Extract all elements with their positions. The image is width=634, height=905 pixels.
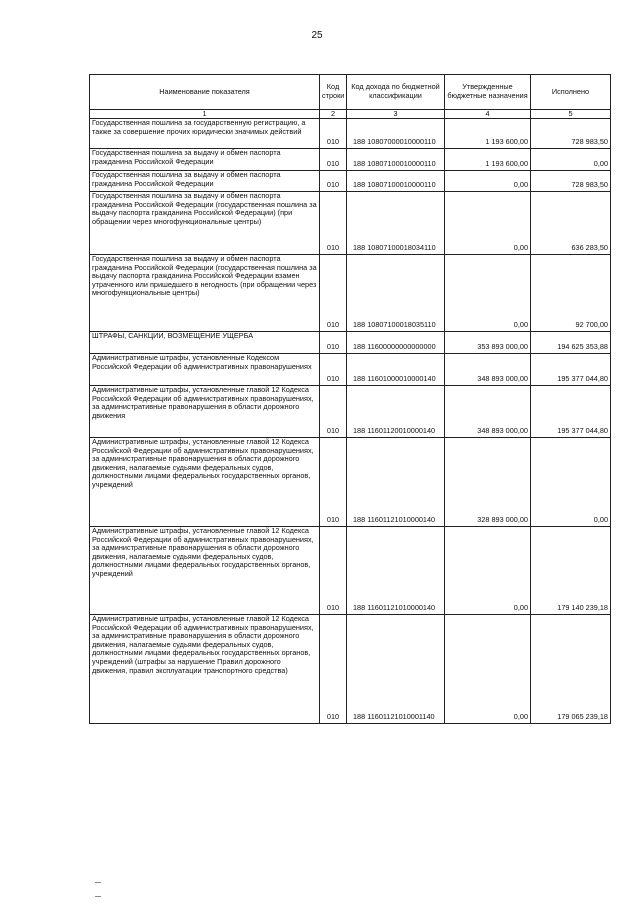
row-approved: 0,00 [445, 171, 531, 192]
row-line-code: 010 [320, 615, 347, 724]
row-executed: 728 983,50 [531, 119, 611, 149]
row-line-code: 010 [320, 192, 347, 255]
table-row [90, 149, 611, 171]
row-name: Государственная пошлина за выдачу и обмен паспорта гражданина Российской Федерации [90, 171, 320, 192]
row-income-code: 188 10807100010000110 [347, 149, 445, 171]
row-executed: 195 377 044,80 [531, 386, 611, 438]
table-row [90, 438, 611, 527]
row-income-code: 188 11601121010001140 [347, 615, 445, 724]
column-number: 5 [531, 110, 611, 119]
revenue-table [89, 74, 611, 724]
row-executed: 92 700,00 [531, 255, 611, 332]
row-income-code: 188 11601000010000140 [347, 354, 445, 386]
table-row [90, 171, 611, 192]
column-number: 4 [445, 110, 531, 119]
row-income-code: 188 10807000010000110 [347, 119, 445, 149]
row-line-code: 010 [320, 386, 347, 438]
row-line-code: 010 [320, 354, 347, 386]
row-name: Государственная пошлина за выдачу и обмен паспорта гражданина Российской Федерации (государственная пошлина за выдачу паспорта гражданина Российской Федерации) (при обращении через многофункциональные центры) [90, 192, 320, 255]
row-approved: 328 893 000,00 [445, 438, 531, 527]
row-line-code: 010 [320, 171, 347, 192]
table-row [90, 119, 611, 149]
row-name: Административные штрафы, установленные главой 12 Кодекса Российской Федерации об административных правонарушениях, за административные правонарушения в области дорожного движения [90, 386, 320, 438]
row-name: Государственная пошлина за выдачу и обмен паспорта гражданина Российской Федерации (государственная пошлина за выдачу паспорта гражданина Российской Федерации взамен утраченного или пришедшего в негодность (при обращении через многофункциональные центры) [90, 255, 320, 332]
table-header-row [90, 75, 611, 110]
row-approved: 0,00 [445, 192, 531, 255]
row-income-code: 188 10807100010000110 [347, 171, 445, 192]
table-row [90, 354, 611, 386]
row-name: Административные штрафы, установленные Кодексом Российской Федерации об административных правонарушениях [90, 354, 320, 386]
page-number: 25 [311, 30, 323, 41]
header-income-code: Код дохода по бюджетной классификации [347, 75, 445, 110]
row-name: Государственная пошлина за государственную регистрацию, а также за совершение прочих юридически значимых действий [90, 119, 320, 149]
row-name: Административные штрафы, установленные главой 12 Кодекса Российской Федерации об административных правонарушениях, за административные правонарушения в области дорожного движения, налагаемые судьями федеральных судов, должностными лицами федеральных государственных органов, учреждений [90, 438, 320, 527]
row-approved: 348 893 000,00 [445, 354, 531, 386]
column-number: 2 [320, 110, 347, 119]
row-executed: 0,00 [531, 438, 611, 527]
row-income-code: 188 11601121010000140 [347, 438, 445, 527]
header-name: Наименование показателя [90, 75, 320, 110]
row-executed: 636 283,50 [531, 192, 611, 255]
row-executed: 179 065 239,18 [531, 615, 611, 724]
row-line-code: 010 [320, 527, 347, 615]
row-income-code: 188 11601121010000140 [347, 527, 445, 615]
row-executed: 195 377 044,80 [531, 354, 611, 386]
row-name: ШТРАФЫ, САНКЦИИ, ВОЗМЕЩЕНИЕ УЩЕРБА [90, 332, 320, 354]
table-row [90, 615, 611, 724]
header-line-code: Код строки [320, 75, 347, 110]
table-row [90, 386, 611, 438]
row-income-code: 188 10807100018034110 [347, 192, 445, 255]
scan-mark [95, 896, 101, 897]
row-name: Административные штрафы, установленные главой 12 Кодекса Российской Федерации об административных правонарушениях, за административные правонарушения в области дорожного движения, налагаемые судьями федеральных судов, должностными лицами федеральных государственных органов, учреждений (штрафы за нарушение Правил дорожного движения, правил эксплуатации транспортного средства) [90, 615, 320, 724]
row-executed: 179 140 239,18 [531, 527, 611, 615]
row-income-code: 188 10807100018035110 [347, 255, 445, 332]
row-income-code: 188 11601120010000140 [347, 386, 445, 438]
row-executed: 0,00 [531, 149, 611, 171]
row-name: Государственная пошлина за выдачу и обмен паспорта гражданина Российской Федерации [90, 149, 320, 171]
table-row [90, 527, 611, 615]
table-row [90, 332, 611, 354]
row-income-code: 188 11600000000000000 [347, 332, 445, 354]
row-executed: 194 625 353,88 [531, 332, 611, 354]
column-number: 1 [90, 110, 320, 119]
row-line-code: 010 [320, 332, 347, 354]
column-number: 3 [347, 110, 445, 119]
row-executed: 728 983,50 [531, 171, 611, 192]
row-line-code: 010 [320, 255, 347, 332]
row-approved: 1 193 600,00 [445, 149, 531, 171]
row-name: Административные штрафы, установленные главой 12 Кодекса Российской Федерации об административных правонарушениях, за административные правонарушения в области дорожного движения, налагаемые судьями федеральных судов, должностными лицами федеральных государственных органов, учреждений [90, 527, 320, 615]
table-row [90, 192, 611, 255]
row-approved: 0,00 [445, 527, 531, 615]
row-approved: 1 193 600,00 [445, 119, 531, 149]
row-line-code: 010 [320, 149, 347, 171]
row-approved: 348 893 000,00 [445, 386, 531, 438]
table-row [90, 255, 611, 332]
header-approved: Утвержденные бюджетные назначения [445, 75, 531, 110]
row-approved: 0,00 [445, 615, 531, 724]
row-approved: 353 893 000,00 [445, 332, 531, 354]
scan-mark [95, 882, 101, 883]
row-line-code: 010 [320, 119, 347, 149]
row-approved: 0,00 [445, 255, 531, 332]
header-executed: Исполнено [531, 75, 611, 110]
row-line-code: 010 [320, 438, 347, 527]
